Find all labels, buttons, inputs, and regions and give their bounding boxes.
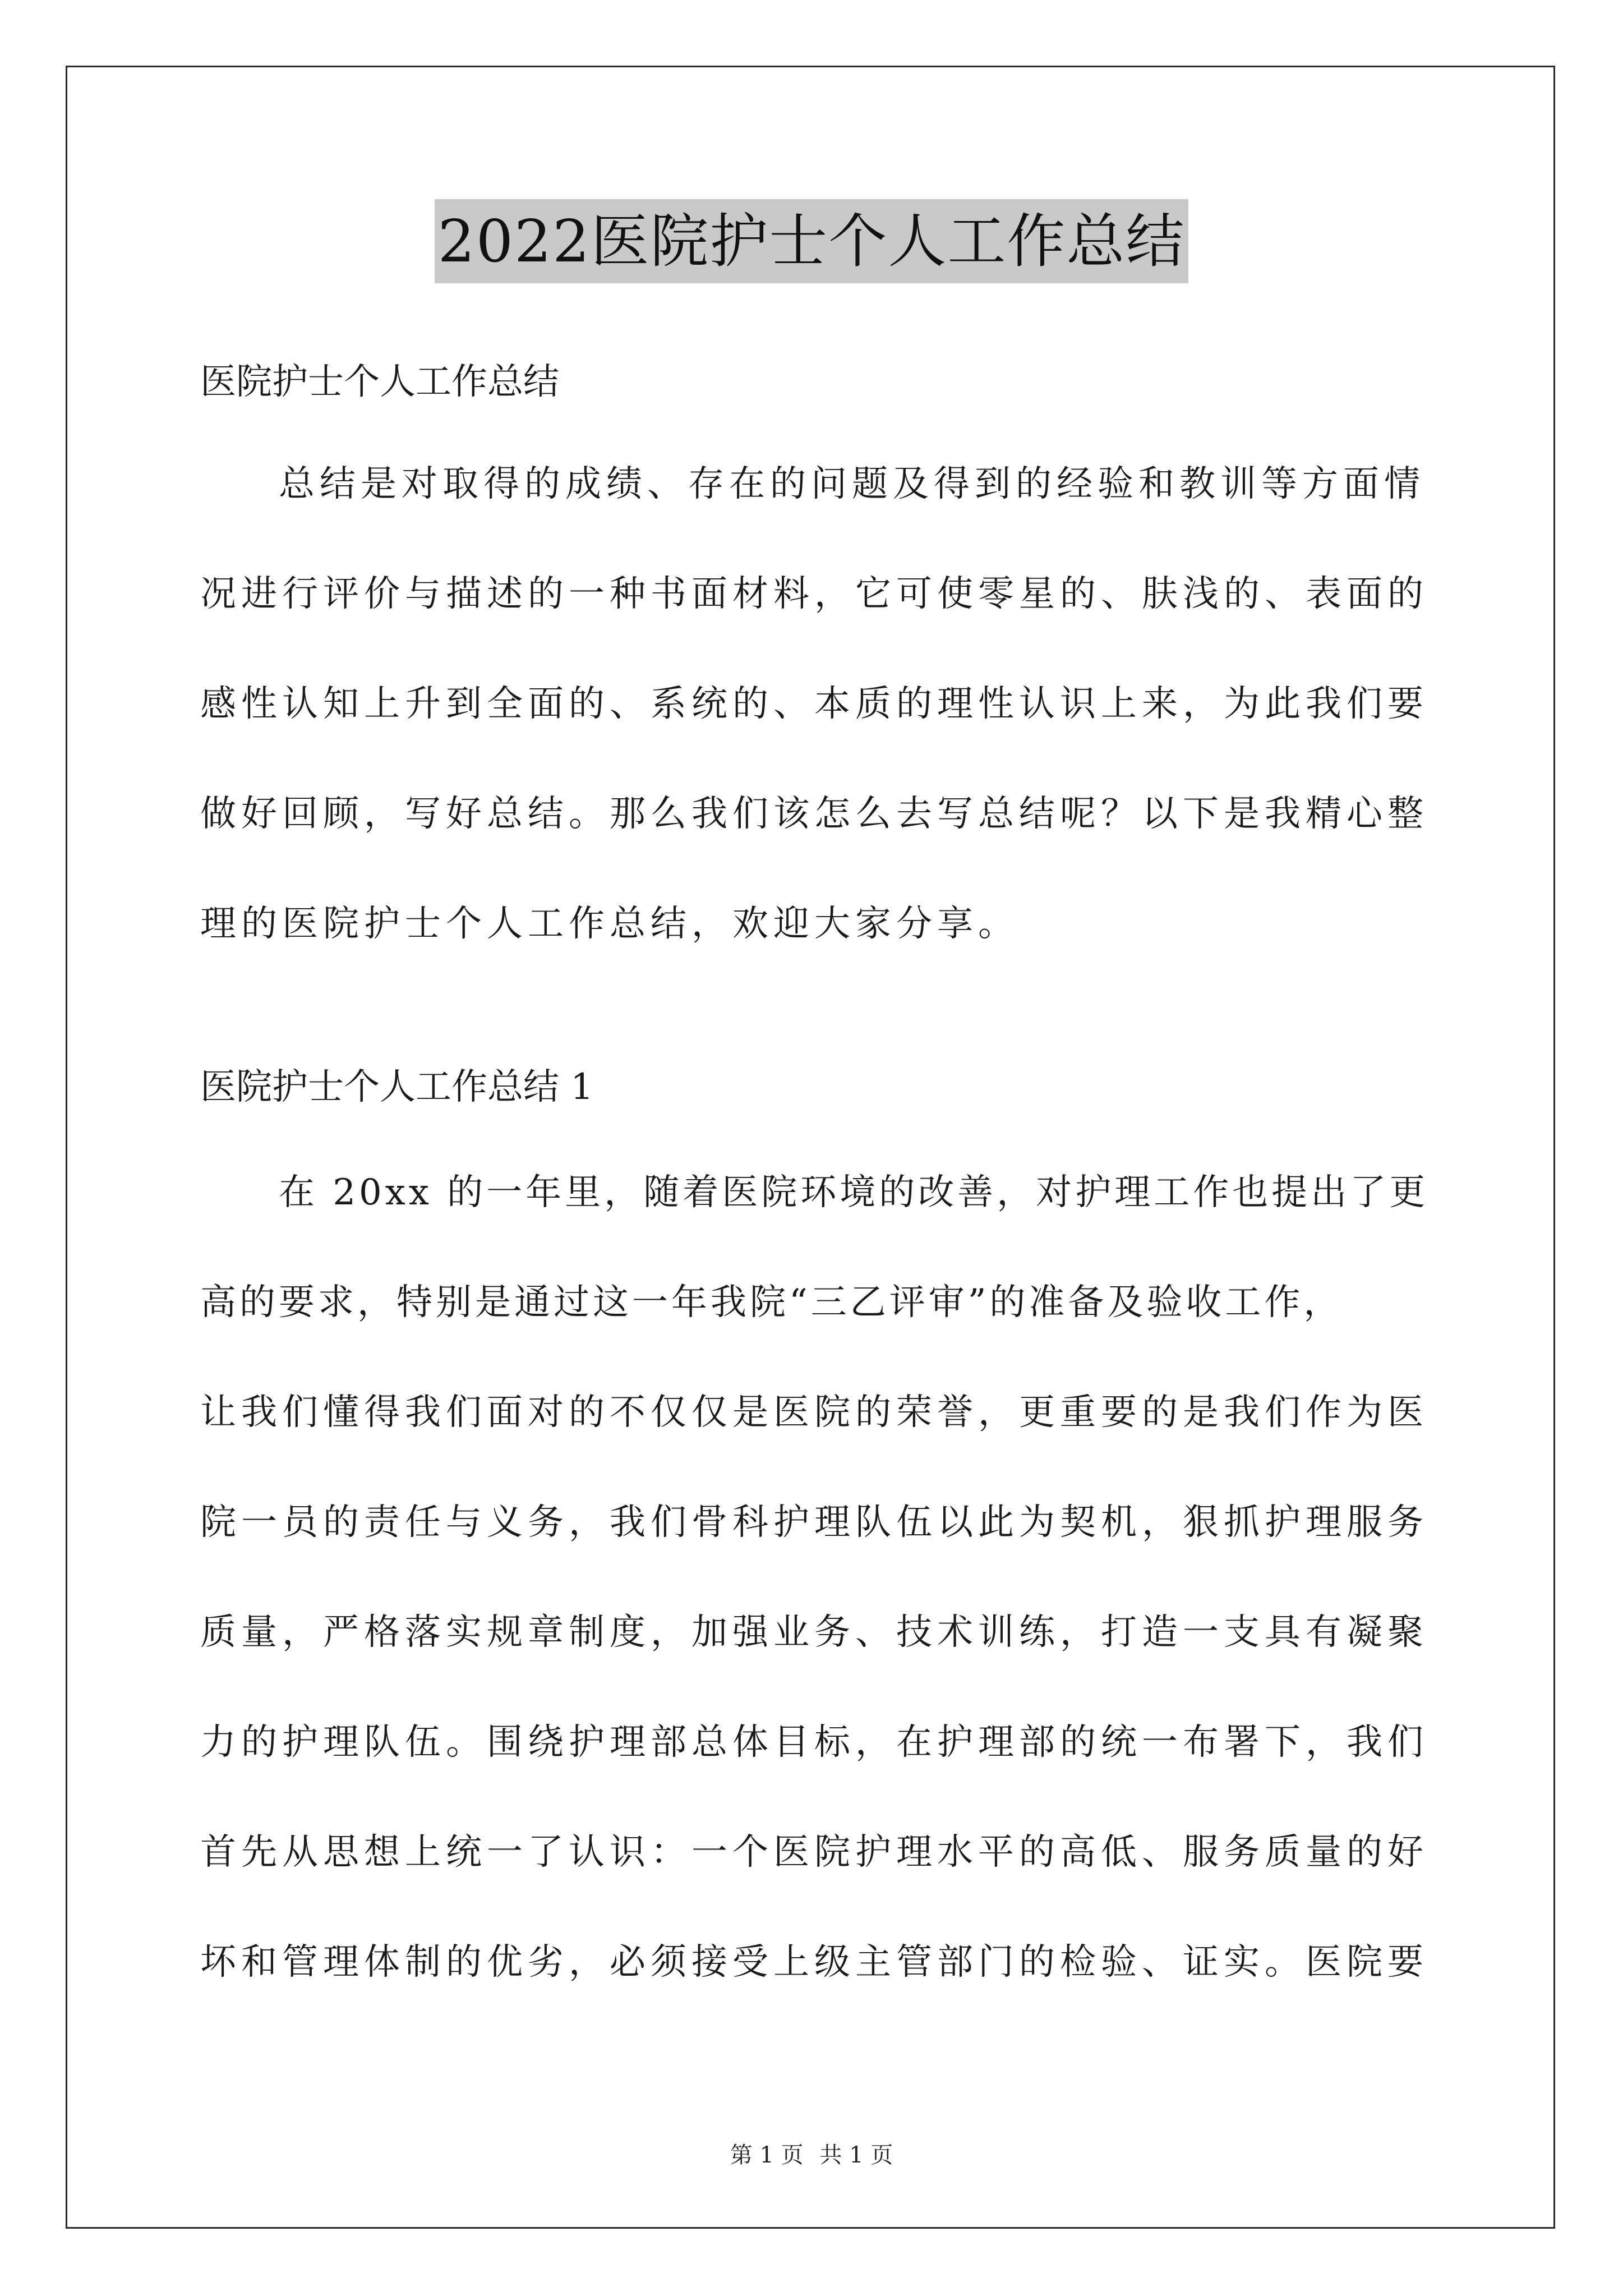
title-wrapper bbox=[0, 199, 1623, 283]
intro-line: 感性认知上升到全面的、系统的、本质的理性认识上来，为此我们要 bbox=[200, 683, 1428, 725]
intro-paragraph bbox=[200, 429, 1434, 979]
page-number-current: 第 1 页 bbox=[730, 2142, 804, 2168]
section1-line: 让我们懂得我们面对的不仅仅是医院的荣誉，更重要的是我们作为医 bbox=[200, 1392, 1428, 1433]
intro-line: 理的医院护士个人工作总结，欢迎大家分享。 bbox=[200, 903, 1019, 945]
section1-line: 在 20xx 的一年里，随着医院环境的改善，对护理工作也提出了更 bbox=[279, 1172, 1429, 1213]
section1-line: 首先从思想上统一了认识：一个医院护理水平的高低、服务质量的好 bbox=[200, 1832, 1428, 1873]
intro-line: 况进行评价与描述的一种书面材料，它可使零星的、肤浅的、表面的 bbox=[200, 573, 1428, 615]
section1-line: 院一员的责任与义务，我们骨科护理队伍以此为契机，狠抓护理服务 bbox=[200, 1502, 1428, 1543]
document-subtitle: 医院护士个人工作总结 bbox=[200, 361, 559, 403]
section1-line: 高的要求，特别是通过这一年我院“三乙评审”的准备及验收工作， bbox=[200, 1282, 1343, 1323]
intro-line: 做好回顾，写好总结。那么我们该怎么去写总结呢？以下是我精心整 bbox=[200, 793, 1428, 835]
page-footer bbox=[0, 2138, 1623, 2172]
section-heading: 医院护士个人工作总结 1 bbox=[200, 1066, 594, 1108]
document-title: 2022医院护士个人工作总结 bbox=[435, 199, 1189, 283]
section1-line: 质量，严格落实规章制度，加强业务、技术训练，打造一支具有凝聚 bbox=[200, 1612, 1428, 1653]
section1-line: 坏和管理体制的优劣，必须接受上级主管部门的检验、证实。医院要 bbox=[200, 1941, 1428, 1983]
section1-line: 力的护理队伍。围绕护理部总体目标，在护理部的统一布署下，我们 bbox=[200, 1722, 1428, 1763]
document-body bbox=[200, 311, 1434, 2017]
intro-line: 总结是对取得的成绩、存在的问题及得到的经验和教训等方面情 bbox=[279, 463, 1425, 505]
page-number-total: 共 1 页 bbox=[819, 2142, 893, 2168]
section1-paragraph bbox=[200, 1138, 1434, 2017]
